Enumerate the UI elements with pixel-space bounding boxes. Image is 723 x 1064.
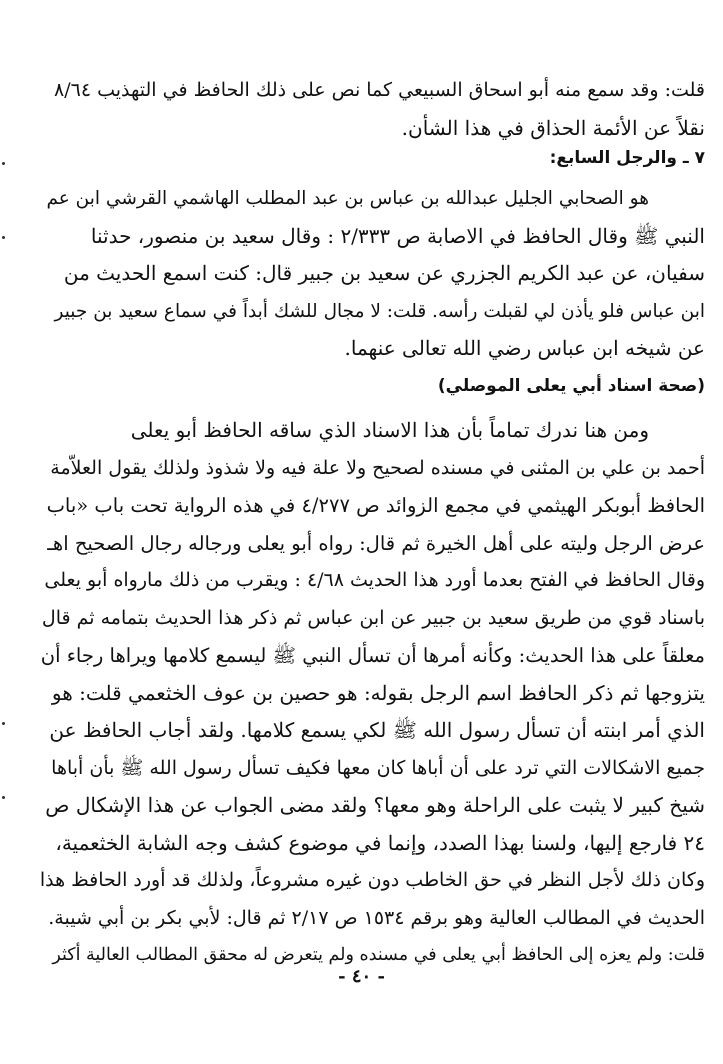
text-line: شيخ كبير لا يثبت على الراحلة وهو معها؟ ولقد مضى الجواب عن هذا الإشكال ص xyxy=(45,793,705,817)
text-line: أحمد بن علي بن المثنى في مسنده لصحيح ولا علة فيه ولا شذوذ ولذلك يقول العلاّمة xyxy=(50,456,705,479)
margin-speck xyxy=(2,236,5,239)
margin-speck xyxy=(2,162,5,165)
text-line: نقلاً عن الأئمة الحذاق في هذا الشأن. xyxy=(401,115,705,140)
margin-speck xyxy=(2,796,5,799)
text-line: يتزوجها ثم ذكر الحافظ اسم الرجل بقوله: هو حصين بن عوف الخثعمي قلت: هو xyxy=(51,680,705,705)
text-line: عن شيخه ابن عباس رضي الله تعالى عنهما. xyxy=(344,336,705,360)
page-number: - ٤٠ - xyxy=(338,966,385,987)
section-heading-seventh-man: ٧ ـ والرجل السابع: xyxy=(549,148,705,168)
text-line: جميع الاشكالات التي ترد على أن أباها كان معها فكيف تسأل رسول الله ﷺ بأن أباها xyxy=(51,756,705,779)
text-line: باسناد قوي من طريق سعيد بن جبير عن ابن عباس ثم ذكر هذا الحديث بتمامه ثم قال xyxy=(41,606,705,629)
text-line: النبي ﷺ وقال الحافظ في الاصابة ص ٢/٣٣٣ : وقال سعيد بن منصور، حدثنا xyxy=(90,223,705,248)
text-line: عرض الرجل وليته على أهل الخيرة ثم قال: رواه أبو يعلى ورجاله رجال الصحيح اهـ xyxy=(47,531,705,555)
text-line: ابن عباس فلو يأذن لي لقبلت رأسه. قلت: لا مجال للشك أبداً في سماع سعيد بن جبير xyxy=(54,300,705,322)
paragraph-isnad-discussion xyxy=(39,412,705,975)
text-line: وقال الحافظ في الفتح بعدما أورد هذا الحديث ٤/٦٨ : ويقرب من ذلك مارواه أبو يعلى xyxy=(44,569,705,591)
paragraph-ibn-abbas xyxy=(39,180,705,368)
text-line: ومن هنا ندرك تماماً بأن هذا الاسناد الذي ساقه الحافظ أبو يعلى xyxy=(130,418,649,442)
text-line: قلت: وقد سمع منه أبو اسحاق السبيعي كما نص على ذلك الحافظ في التهذيب ٨/٦٤ xyxy=(54,79,705,101)
text-line: معلقاً على هذا الحديث: وكأنه أمرها أن تسأل النبي ﷺ ليسمع كلامها ويراها رجاء أن xyxy=(40,644,705,667)
text-line: الحديث في المطالب العالية وهو برقم ١٥٣٤ ص ٢/١٧ ثم قال: لأبي بكر بن أبي شيبة. xyxy=(48,906,705,929)
text-line: ٢٤ فارجع إليها، ولسنا بهذا الصدد، وإنما في موضوع كشف وجه الشابة الخثعمية، xyxy=(55,830,705,855)
text-line: الذي أمر ابنته أن تسأل رسول الله ﷺ لكي يسمع كلامها. ولقد أجاب الحافظ عن xyxy=(49,718,705,742)
section-heading-isnad-validity: (صحة اسناد أبي يعلى الموصلي) xyxy=(437,376,705,396)
text-line: وكان ذلك لأجل النظر في حق الخاطب دون غيره مشروعاً، ولذلك قد أورد الحافظ هذا xyxy=(39,869,705,891)
text-line: قلت: ولم يعزه إلى الحافظ أبي يعلى في مسنده ولم يتعرض له محقق المطالب العالية أكثر xyxy=(52,945,705,965)
text-line: سفيان، عن عبد الكريم الجزري عن سعيد بن جبير قال: كنت اسمع الحديث من xyxy=(63,261,705,285)
text-line: الحافظ أبوبكر الهيثمي في مجمع الزوائد ص ٤/٢٧٧ في هذه الرواية تحت باب «باب xyxy=(46,494,705,517)
margin-speck xyxy=(2,722,5,725)
text-line: هو الصحابي الجليل عبدالله بن عباس بن عبد المطلب الهاشمي القرشي ابن عم xyxy=(46,188,649,209)
paragraph-first xyxy=(39,72,705,147)
